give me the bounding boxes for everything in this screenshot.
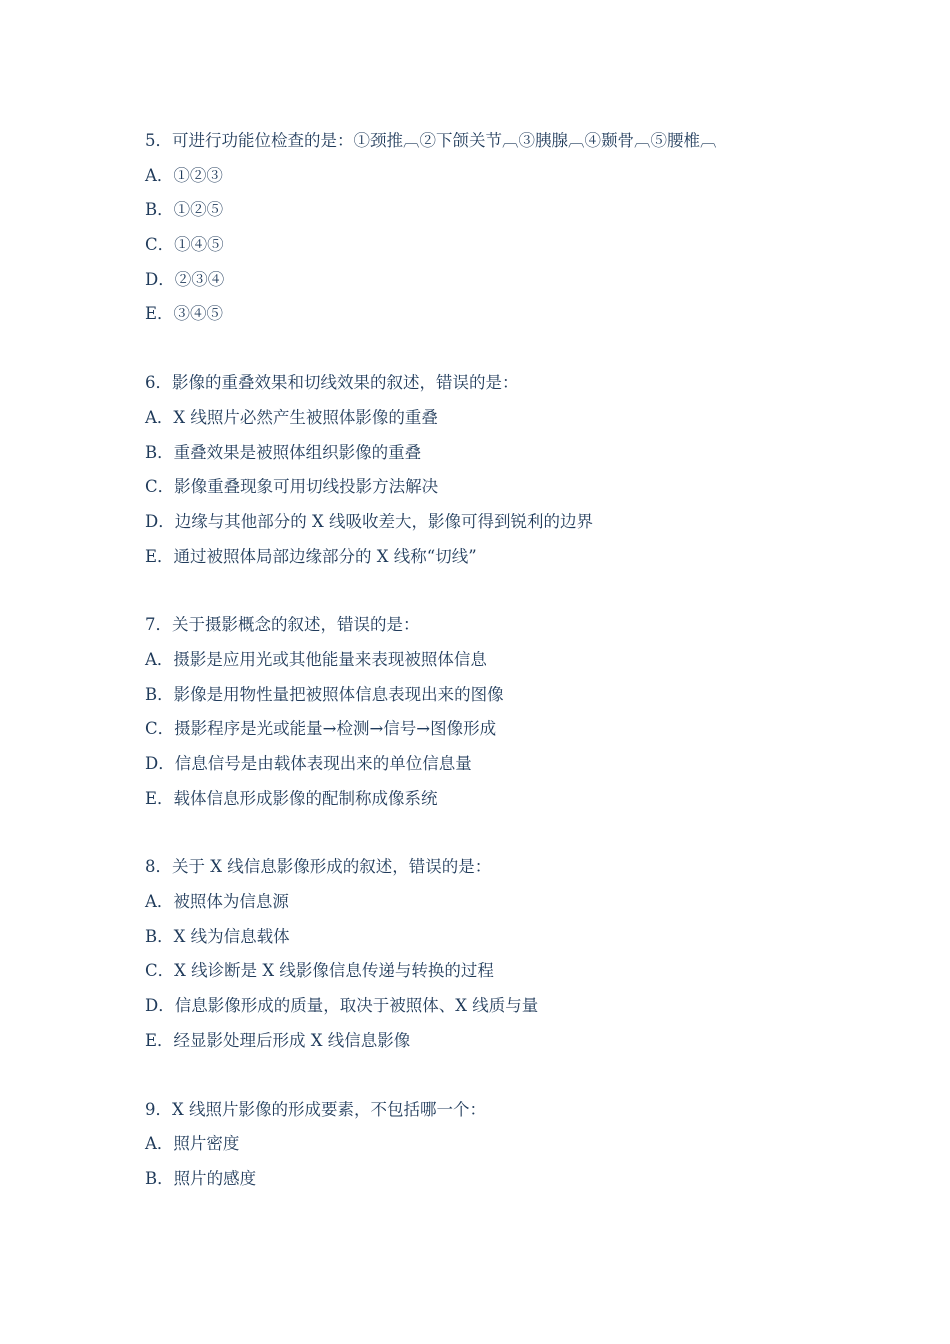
option-d: D．信息影像形成的质量，取决于被照体、X 线质与量 (145, 996, 539, 1016)
question-stem: 9．X 线照片影像的形成要素，不包括哪一个： (145, 1099, 486, 1119)
option-d: D．边缘与其他部分的 X 线吸收差大，影像可得到锐利的边界 (145, 511, 593, 531)
option-c: C．X 线诊断是 X 线影像信息传递与转换的过程 (145, 961, 494, 981)
question-stem: 5．可进行功能位检查的是：①颈推︹②下颌关节︹③胰腺︹④颞骨︹⑤腰椎︹ (145, 131, 717, 150)
option-c: C．①④⑤ (145, 235, 224, 255)
option-b: B．照片的感度 (145, 1168, 257, 1188)
option-d: D．信息信号是由载体表现出来的单位信息量 (145, 754, 472, 773)
question-stem: 7．关于摄影概念的叙述，错误的是： (145, 615, 420, 635)
question-stem: 8．关于 X 线信息影像形成的叙述，错误的是： (145, 857, 492, 877)
question-stem: 6．影像的重叠效果和切线效果的叙述，错误的是： (145, 373, 519, 393)
option-a: A．摄影是应用光或其他能量来表现被照体信息 (145, 649, 487, 669)
option-e: E．通过被照体局部边缘部分的 X 线称“切线” (145, 546, 477, 566)
option-c: C．摄影程序是光或能量→检测→信号→图像形成 (145, 719, 497, 739)
option-e: E．载体信息形成影像的配制称成像系统 (145, 788, 438, 808)
question-9 (145, 1093, 845, 1197)
option-a: A．X 线照片必然产生被照体影像的重叠 (145, 407, 438, 427)
option-a: A．被照体为信息源 (145, 892, 289, 912)
option-d: D．②③④ (145, 269, 225, 289)
question-6 (145, 366, 845, 574)
option-e: E．经显影处理后形成 X 线信息影像 (145, 1030, 411, 1050)
option-b: B．影像是用物性量把被照体信息表现出来的图像 (145, 684, 504, 704)
option-b: B．重叠效果是被照体组织影像的重叠 (145, 442, 422, 462)
option-b: B．X 线为信息载体 (145, 926, 290, 946)
option-a: A．①②③ (145, 165, 223, 185)
option-c: C．影像重叠现象可用切线投影方法解决 (145, 477, 439, 497)
option-b: B．①②⑤ (145, 200, 224, 220)
option-a: A．照片密度 (145, 1134, 240, 1154)
option-e: E．③④⑤ (145, 304, 224, 324)
question-5 (145, 124, 845, 332)
question-7 (145, 608, 845, 816)
question-8 (145, 850, 845, 1058)
document-page (145, 124, 845, 1231)
